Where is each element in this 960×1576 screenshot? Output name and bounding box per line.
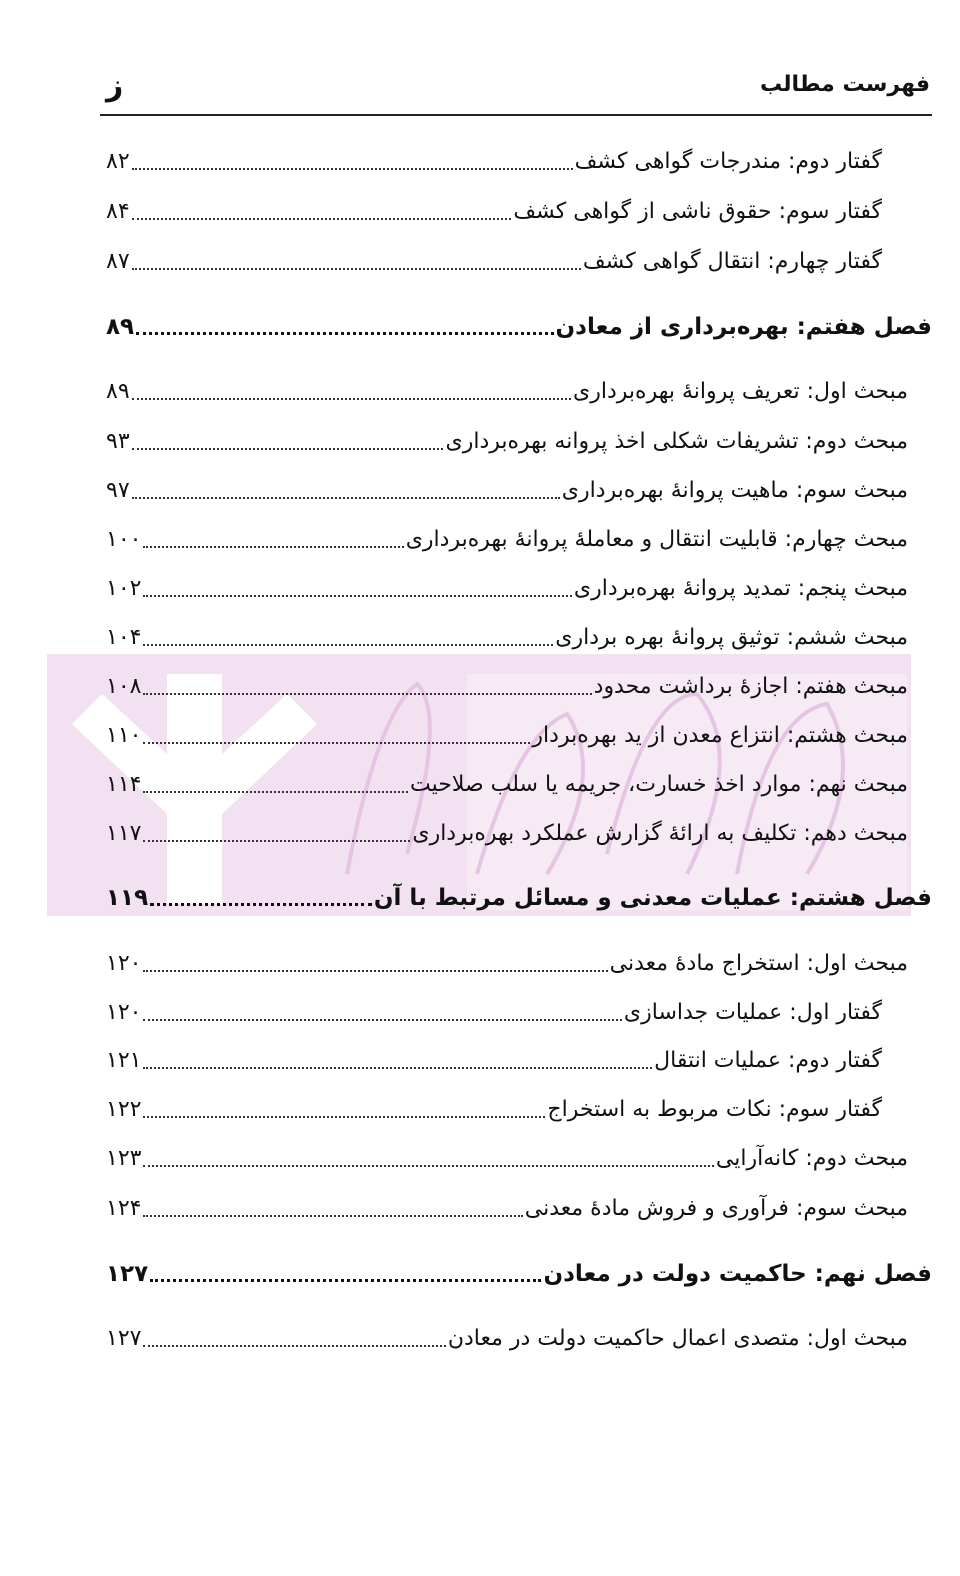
dot-leader — [132, 497, 560, 499]
dot-leader — [143, 1067, 652, 1069]
toc-entry — [106, 1042, 882, 1076]
entry-title: مبحث چهارم: قابلیت انتقال و معاملۀ پروانۀ بهره‌برداری — [405, 527, 908, 552]
dot-leader — [150, 903, 372, 906]
toc-entry — [106, 1320, 908, 1354]
entry-title: مبحث نهم: موارد اخذ خسارت، جریمه یا سلب صلاحیت — [410, 772, 908, 797]
entry-page-number: ۸۴ — [106, 199, 130, 224]
entry-title: مبحث سوم: ماهیت پروانۀ بهره‌برداری — [561, 478, 908, 503]
dot-leader — [132, 268, 581, 270]
toc-entry — [106, 243, 882, 277]
entry-title: مبحث اول: متصدی اعمال حاکمیت دولت در معادن — [447, 1326, 908, 1351]
entry-title: مبحث دوم: کانه‌آرایی — [715, 1146, 908, 1171]
entry-page-number: ۱۲۷ — [106, 1261, 149, 1287]
toc-entry — [106, 1091, 882, 1125]
entry-page-number: ۱۰۸ — [106, 674, 142, 699]
header-rule — [100, 114, 932, 116]
toc-entry — [106, 472, 908, 506]
entry-title: گفتار سوم: نکات مربوط به استخراج — [547, 1097, 882, 1122]
entry-title: مبحث هشتم: انتزاع معدن از ید بهره‌بردار — [532, 723, 908, 748]
dot-leader — [132, 398, 571, 400]
dot-leader — [143, 970, 607, 972]
page-header — [100, 68, 930, 112]
entry-title: گفتار سوم: حقوق ناشی از گواهی کشف — [513, 199, 882, 224]
entry-page-number: ۱۰۲ — [106, 576, 142, 601]
toc-entry — [106, 668, 908, 702]
entry-page-number: ۸۷ — [106, 249, 130, 274]
entry-title: مبحث اول: استخراج مادۀ معدنی — [609, 951, 908, 976]
entry-title: مبحث ششم: توثیق پروانۀ بهره برداری — [555, 625, 908, 650]
dot-leader — [143, 1019, 621, 1021]
entry-title: فصل نهم: حاکمیت دولت در معادن — [543, 1261, 932, 1287]
entry-page-number: ۱۱۰ — [106, 723, 142, 748]
entry-title: گفتار دوم: عملیات انتقال — [654, 1048, 882, 1073]
toc-entry — [106, 717, 908, 751]
entry-page-number: ۹۳ — [106, 429, 130, 454]
entry-page-number: ۱۱۹ — [106, 885, 149, 911]
entry-page-number: ۸۹ — [106, 379, 130, 404]
dot-leader — [143, 693, 591, 695]
toc-entry — [106, 143, 882, 177]
toc-chapter-entry — [106, 1255, 932, 1289]
entry-title: گفتار اول: عملیات جداسازی — [623, 1000, 882, 1025]
entry-title: مبحث پنجم: تمدید پروانۀ بهره‌برداری — [573, 576, 908, 601]
dot-leader — [143, 1345, 445, 1347]
toc-entry — [106, 570, 908, 604]
entry-title: مبحث اول: تعریف پروانۀ بهره‌برداری — [573, 379, 908, 404]
entry-page-number: ۱۰۰ — [106, 527, 142, 552]
entry-page-number: ۸۹ — [106, 314, 135, 340]
dot-leader — [150, 1279, 541, 1282]
dot-leader — [143, 742, 530, 744]
dot-leader — [136, 332, 553, 335]
entry-title: فصل هفتم: بهره‌برداری از معادن — [555, 314, 932, 340]
entry-title: فصل هشتم: عملیات معدنی و مسائل مرتبط با آن — [373, 885, 932, 911]
toc-entry — [106, 945, 908, 979]
toc-entry — [106, 994, 882, 1028]
entry-title: مبحث هفتم: اجازۀ برداشت محدود — [593, 674, 908, 699]
header-page-number: ز — [106, 68, 124, 103]
entry-title: گفتار چهارم: انتقال گواهی کشف — [582, 249, 882, 274]
toc-entry — [106, 766, 908, 800]
dot-leader — [143, 595, 571, 597]
toc-chapter-entry — [106, 308, 932, 342]
toc-entry — [106, 1190, 908, 1224]
toc-entry — [106, 521, 908, 555]
entry-page-number: ۱۲۳ — [106, 1146, 142, 1171]
dot-leader — [143, 840, 410, 842]
entry-page-number: ۸۲ — [106, 149, 130, 174]
entry-title: گفتار دوم: مندرجات گواهی کشف — [574, 149, 882, 174]
entry-page-number: ۱۲۲ — [106, 1097, 142, 1122]
dot-leader — [143, 546, 403, 548]
entry-title: مبحث دوم: تشریفات شکلی اخذ پروانه بهره‌برداری — [445, 429, 908, 454]
entry-page-number: ۱۰۴ — [106, 625, 142, 650]
entry-page-number: ۹۷ — [106, 478, 130, 503]
dot-leader — [143, 1165, 713, 1167]
entry-page-number: ۱۲۰ — [106, 1000, 142, 1025]
entry-page-number: ۱۲۴ — [106, 1196, 142, 1221]
header-title: فهرست مطالب — [759, 72, 930, 97]
dot-leader — [143, 791, 408, 793]
dot-leader — [132, 218, 512, 220]
toc-entry — [106, 1140, 908, 1174]
toc-entry — [106, 423, 908, 457]
entry-page-number: ۱۱۷ — [106, 821, 142, 846]
entry-page-number: ۱۲۷ — [106, 1326, 142, 1351]
entry-title: مبحث دهم: تکلیف به ارائۀ گزارش عملکرد بهره‌برداری — [412, 821, 908, 846]
dot-leader — [143, 644, 553, 646]
entry-title: مبحث سوم: فرآوری و فروش مادۀ معدنی — [524, 1196, 908, 1221]
dot-leader — [143, 1215, 522, 1217]
dot-leader — [143, 1116, 545, 1118]
toc-entry — [106, 619, 908, 653]
toc-entry — [106, 815, 908, 849]
toc-entry — [106, 373, 908, 407]
toc-chapter-entry — [106, 879, 932, 913]
entry-page-number: ۱۲۰ — [106, 951, 142, 976]
dot-leader — [132, 168, 573, 170]
entry-page-number: ۱۲۱ — [106, 1048, 142, 1073]
entry-page-number: ۱۱۴ — [106, 772, 142, 797]
toc-entry — [106, 193, 882, 227]
dot-leader — [132, 448, 444, 450]
